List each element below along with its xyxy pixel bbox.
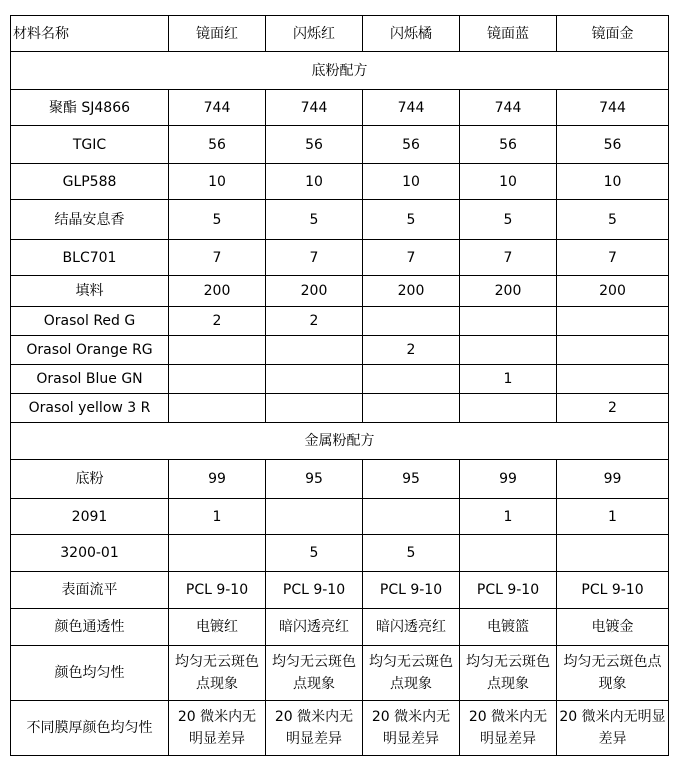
table-cell [169,336,266,365]
table-cell: 10 [460,164,557,200]
table-cell: 5 [363,200,460,240]
section-row [11,52,669,90]
table-row [11,701,669,756]
table-cell: 20 微米内无明显差异 [557,701,669,756]
table-cell: 7 [266,240,363,276]
row-label: Orasol Orange RG [11,336,169,365]
table-cell: 5 [266,535,363,572]
table-cell: 1 [169,499,266,535]
table-cell: 暗闪透亮红 [266,609,363,646]
header-row [11,16,669,52]
table-cell: 744 [460,90,557,126]
section-row [11,423,669,460]
table-cell [266,394,363,423]
table-row [11,572,669,609]
table-cell: 2 [557,394,669,423]
row-label: Orasol Blue GN [11,365,169,394]
table-cell: 200 [363,276,460,307]
table-cell: 均匀无云斑色点现象 [266,646,363,701]
row-label: 不同膜厚颜色均匀性 [11,701,169,756]
table-cell: 200 [169,276,266,307]
table-cell: PCL 9-10 [363,572,460,609]
header-column: 闪烁红 [266,16,363,52]
table-cell: 7 [557,240,669,276]
table-cell [169,394,266,423]
row-label: 底粉 [11,460,169,499]
table-cell: 20 微米内无明显差异 [169,701,266,756]
table-cell: 1 [460,499,557,535]
table-cell: 10 [557,164,669,200]
table-cell [460,336,557,365]
table-cell: PCL 9-10 [266,572,363,609]
table-cell: 5 [169,200,266,240]
table-cell: 均匀无云斑色点现象 [557,646,669,701]
table-cell: 7 [460,240,557,276]
table-cell [460,307,557,336]
section-title-base-powder: 底粉配方 [11,52,669,90]
header-column: 镜面蓝 [460,16,557,52]
table-cell: 20 微米内无明显差异 [266,701,363,756]
table-cell: 200 [266,276,363,307]
table-cell: 95 [266,460,363,499]
table-cell: 5 [266,200,363,240]
formula-table-container [10,15,669,756]
table-cell: 电镀篮 [460,609,557,646]
table-row [11,646,669,701]
table-cell [460,535,557,572]
table-cell: 56 [557,126,669,164]
row-label: Orasol yellow 3 R [11,394,169,423]
row-label: 颜色均匀性 [11,646,169,701]
table-cell: 1 [460,365,557,394]
table-cell: 5 [460,200,557,240]
table-cell [363,307,460,336]
table-row [11,460,669,499]
table-cell: 均匀无云斑色点现象 [169,646,266,701]
table-cell [363,394,460,423]
table-cell [363,365,460,394]
table-cell [557,307,669,336]
table-cell [266,336,363,365]
table-cell: 2 [266,307,363,336]
table-row [11,276,669,307]
section-title-metallic-powder: 金属粉配方 [11,423,669,460]
row-label: 填料 [11,276,169,307]
table-cell [460,394,557,423]
table-cell: 744 [557,90,669,126]
table-cell: 均匀无云斑色点现象 [363,646,460,701]
table-cell [169,535,266,572]
table-row [11,307,669,336]
row-label: GLP588 [11,164,169,200]
header-column: 闪烁橘 [363,16,460,52]
table-cell: 744 [169,90,266,126]
table-cell: 95 [363,460,460,499]
table-cell: 200 [460,276,557,307]
row-label: 3200-01 [11,535,169,572]
table-cell: 56 [363,126,460,164]
table-cell: 10 [363,164,460,200]
table-row [11,499,669,535]
table-cell: 744 [266,90,363,126]
table-cell: 电镀金 [557,609,669,646]
table-cell: 暗闪透亮红 [363,609,460,646]
table-cell: 20 微米内无明显差异 [363,701,460,756]
table-cell: 99 [460,460,557,499]
row-label: 聚酯 SJ4866 [11,90,169,126]
table-cell: 电镀红 [169,609,266,646]
table-cell: 1 [557,499,669,535]
header-column: 镜面金 [557,16,669,52]
table-cell: 均匀无云斑色点现象 [460,646,557,701]
table-cell: 56 [266,126,363,164]
row-label: 表面流平 [11,572,169,609]
table-cell: PCL 9-10 [557,572,669,609]
header-material-name: 材料名称 [11,16,169,52]
header-column: 镜面红 [169,16,266,52]
table-cell: 7 [363,240,460,276]
table-cell [169,365,266,394]
table-cell: 5 [363,535,460,572]
table-row [11,164,669,200]
row-label: 结晶安息香 [11,200,169,240]
table-row [11,240,669,276]
table-cell: PCL 9-10 [460,572,557,609]
row-label: BLC701 [11,240,169,276]
formula-table [10,15,669,756]
table-cell: 56 [460,126,557,164]
table-cell: 10 [169,164,266,200]
table-cell [266,365,363,394]
table-cell [557,535,669,572]
table-row [11,365,669,394]
table-cell: 56 [169,126,266,164]
table-cell: 5 [557,200,669,240]
table-cell: 10 [266,164,363,200]
table-row [11,126,669,164]
table-row [11,535,669,572]
row-label: Orasol Red G [11,307,169,336]
table-cell [266,499,363,535]
table-cell [557,336,669,365]
table-cell: 2 [169,307,266,336]
table-cell: 99 [169,460,266,499]
table-row [11,200,669,240]
table-row [11,394,669,423]
table-row [11,609,669,646]
table-cell: 744 [363,90,460,126]
table-cell [557,365,669,394]
table-cell: PCL 9-10 [169,572,266,609]
table-cell: 7 [169,240,266,276]
row-label: 颜色通透性 [11,609,169,646]
table-row [11,336,669,365]
table-row [11,90,669,126]
table-cell: 20 微米内无明显差异 [460,701,557,756]
row-label: TGIC [11,126,169,164]
table-cell [363,499,460,535]
row-label: 2091 [11,499,169,535]
table-cell: 99 [557,460,669,499]
table-cell: 200 [557,276,669,307]
table-cell: 2 [363,336,460,365]
